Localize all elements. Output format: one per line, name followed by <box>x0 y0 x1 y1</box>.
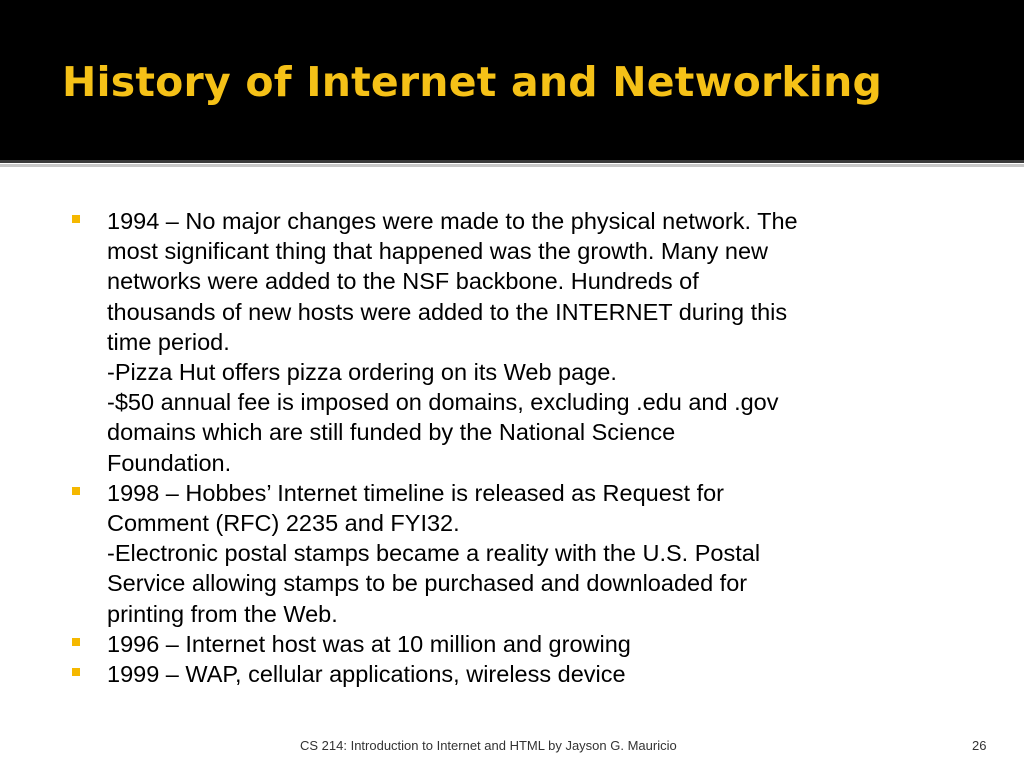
bullet-line: 1996 – Internet host was at 10 million and growing <box>107 630 631 657</box>
square-bullet-icon <box>72 638 80 646</box>
bullet-line: time period. <box>107 328 230 355</box>
bullet-line: 1994 – No major changes were made to the physical network. The <box>107 208 798 234</box>
bullet-line: domains which are still funded by the National Science <box>107 419 676 446</box>
bullet-line: printing from the Web. <box>107 600 338 627</box>
bullet-line: -Pizza Hut offers pizza ordering on its Web page. <box>107 359 617 386</box>
title-divider-light <box>0 164 1024 167</box>
bullet-line: Comment (RFC) 2235 and FYI32. <box>107 510 460 537</box>
bullet-line: networks were added to the NSF backbone. Hundreds of <box>107 268 699 295</box>
slide-title: History of Internet and Networking <box>62 58 883 106</box>
bullet-line: Foundation. <box>107 449 232 476</box>
square-bullet-icon <box>72 215 80 223</box>
bullet-line: -$50 annual fee is imposed on domains, excluding .edu and .gov <box>107 389 779 416</box>
bullet-item-1999 <box>72 659 972 689</box>
bullet-line: Service allowing stamps to be purchased and downloaded for <box>107 570 748 597</box>
bullet-line: most significant thing that happened was the growth. Many new <box>107 238 768 265</box>
bullet-line: thousands of new hosts were added to the INTERNET during this <box>107 298 788 325</box>
bullet-item-1996 <box>72 629 972 659</box>
square-bullet-icon <box>72 668 80 676</box>
bullet-item-1994 <box>72 206 972 478</box>
title-divider-dark <box>0 160 1024 163</box>
square-bullet-icon <box>72 487 80 495</box>
title-band <box>0 0 1024 160</box>
page-number: 26 <box>972 738 987 753</box>
bullet-item-1998 <box>72 478 972 629</box>
bullet-line: -Electronic postal stamps became a reality with the U.S. Postal <box>107 540 761 567</box>
bullet-line: 1999 – WAP, cellular applications, wireless device <box>107 661 626 688</box>
bullet-list <box>72 206 972 689</box>
bullet-line: 1998 – Hobbes’ Internet timeline is released as Request for <box>107 479 725 506</box>
slide-footer: CS 214: Introduction to Internet and HTML by Jayson G. Mauricio <box>300 738 677 753</box>
